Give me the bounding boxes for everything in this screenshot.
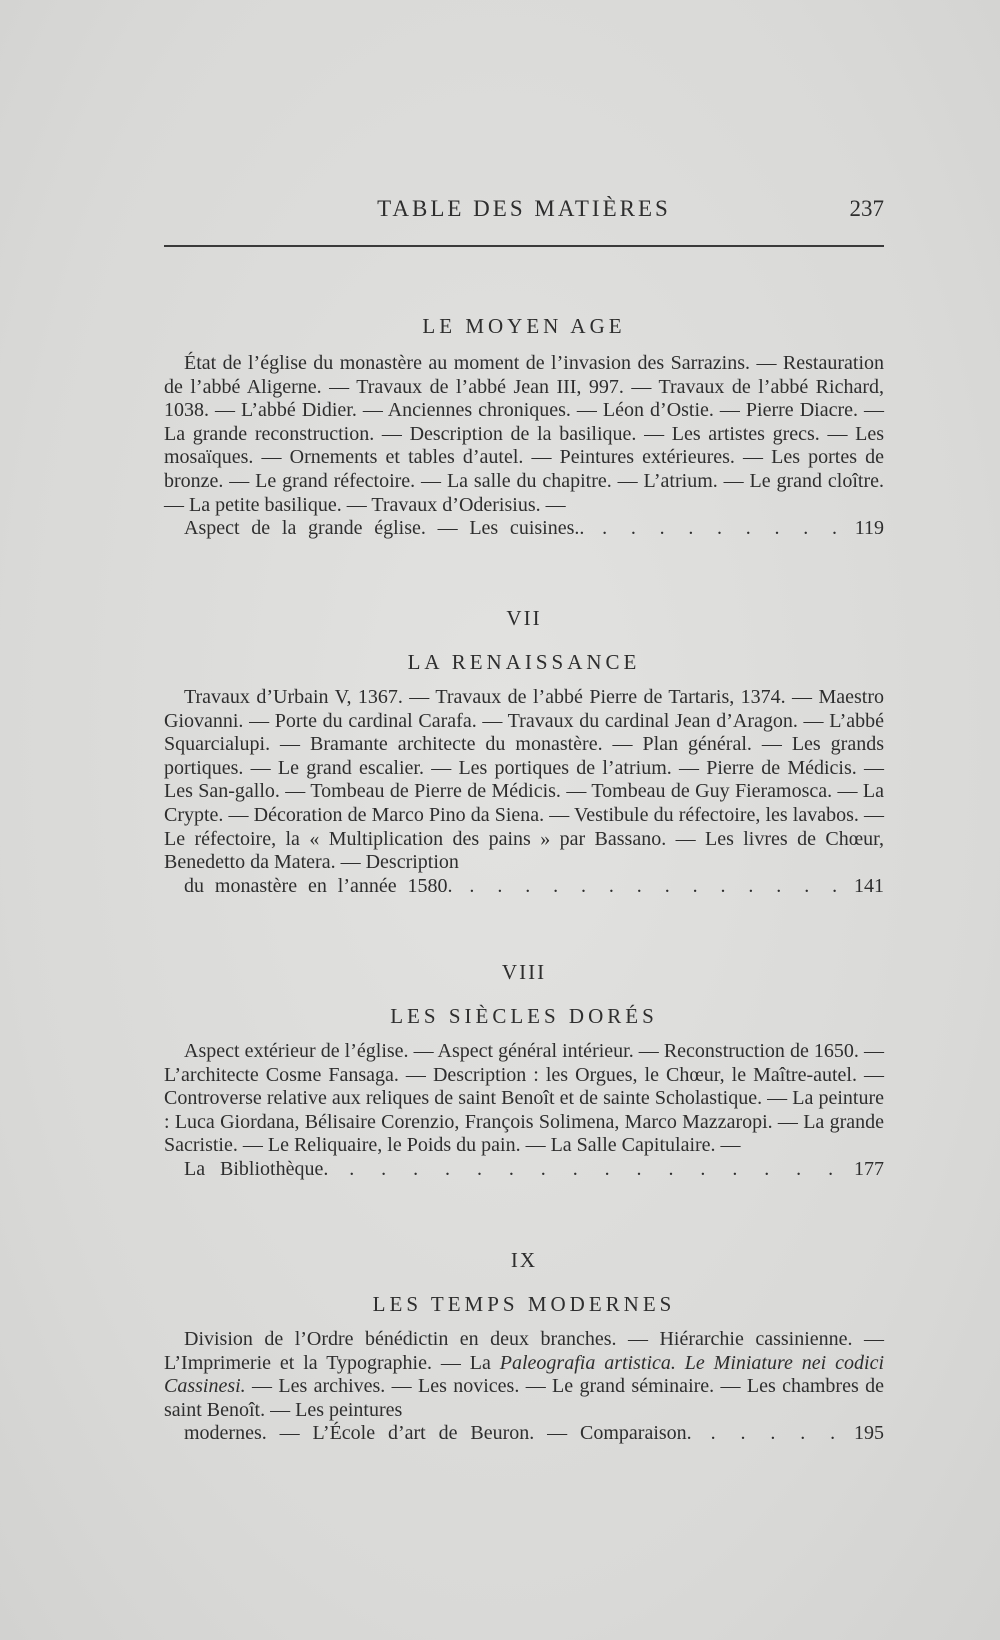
dot-leader: . . . . . xyxy=(691,1422,842,1445)
entry-page-number: 141 xyxy=(854,874,885,897)
toc-entry xyxy=(164,1328,884,1446)
chapter-numeral: IX xyxy=(510,1248,538,1272)
page-number: 237 xyxy=(849,196,884,221)
entry-last-text: La Bibliothèque. xyxy=(184,1157,329,1180)
entry-last-line xyxy=(164,1422,884,1446)
entry-text: Travaux d’Urbain V, 1367. — Travaux de l’abbé Pierre de Tartaris, 1374. — Maestro Giovanni. — Porte du cardinal Carafa. — Travaux du cardinal Jean d’Aragon. — L’abbé Squarcialupi. — Bramante architecte du monastère. — Plan général. — Les grands portiques. — Le grand escalier. — Les portiques de l’atrium. — Pierre de Médicis. — Les San-gallo. — Tombeau de Pierre de Médicis. — Tombeau de Guy Fieramosca. — La Crypte. — Décoration de Marco Pino da Siena. — Vestibule du réfectoire, les lavabos. — Le réfectoire, la « Multiplication des pains » par Bassano. — Les livres de Chœur, Benedetto da Matera. — Description xyxy=(164,686,884,874)
entry-text-continued: — Les archives. — Les novices. — Le grand séminaire. — Les chambres de saint Benoît. — Les peintures xyxy=(164,1375,884,1421)
entry-page-number: 195 xyxy=(854,1422,885,1445)
entry-last-line xyxy=(164,1158,884,1182)
entry-italic-title: Paleografia artistica. Le Miniature nei codici Cassinesi. xyxy=(164,1351,884,1398)
entry-text: État de l’église du monastère au moment de l’invasion des Sarrazins. — Restauration de l’abbé Aligerne. — Travaux de l’abbé Jean III, 997. — Travaux de l’abbé Richard, 1038. — L’abbé Didier. — Anciennes chroniques. — Léon d’Ostie. — Pierre Diacre. — La grande reconstruction. — Description de la basilique. — Les artistes grecs. — Les mosaïques. — Ornements et tables d’autel. — Peintures extérieures. — Les portes de bronze. — Le grand réfectoire. — La salle du chapitre. — L’atrium. — Le grand cloître. — La petite basilique. — Travaux d’Oderisius. — xyxy=(164,352,884,516)
page-header xyxy=(164,196,884,232)
chapter-title: LE MOYEN AGE xyxy=(422,314,626,338)
header-rule xyxy=(164,245,884,247)
entry-last-text: du monastère en l’année 1580. xyxy=(184,874,453,897)
dot-leader: . . . . . . . . . . . . . . xyxy=(452,874,844,897)
dot-leader: . . . . . . . . . xyxy=(584,517,843,540)
chapter-numeral: VII xyxy=(506,606,542,630)
entry-last-line xyxy=(164,517,884,541)
chapter-title: LES TEMPS MODERNES xyxy=(372,1292,676,1316)
entry-page-number: 177 xyxy=(854,1157,885,1180)
entry-text: Aspect extérieur de l’église. — Aspect général intérieur. — Reconstruction de 1650. — L’architecte Cosme Fansaga. — Description : les Orgues, le Chœur, le Maître-autel. — Controverse relative aux reliques de saint Benoît et de sainte Scholastique. — La peinture : Luca Giordana, Bélisaire Corenzio, François Solimena, Marco Mazzaropi. — La grande Sacristie. — Le Reliquaire, le Poids du pain. — La Salle Capitulaire. — xyxy=(164,1040,884,1157)
entry-last-text: Aspect de la grande église. — Les cuisines.. xyxy=(184,517,585,540)
entry-last-text: modernes. — L’École d’art de Beuron. — Comparaison. xyxy=(184,1422,692,1445)
dot-leader: . . . . . . . . . . . . . . . . xyxy=(328,1157,840,1180)
entry-last-line xyxy=(164,875,884,899)
chapter-title: LES SIÈCLES DORÉS xyxy=(390,1004,658,1028)
toc-entry xyxy=(164,686,884,898)
toc-entry xyxy=(164,352,884,541)
chapter-title: LA RENAISSANCE xyxy=(407,650,641,674)
chapter-numeral: VIII xyxy=(501,960,547,984)
running-head: TABLE DES MATIÈRES xyxy=(377,196,671,221)
entry-page-number: 119 xyxy=(854,517,885,540)
entry-text: Division de l’Ordre bénédictin en deux branches. — Hiérarchie cassinienne. — L’Imprimerie et la Typographie. — La xyxy=(164,1328,884,1374)
toc-entry xyxy=(164,1040,884,1182)
